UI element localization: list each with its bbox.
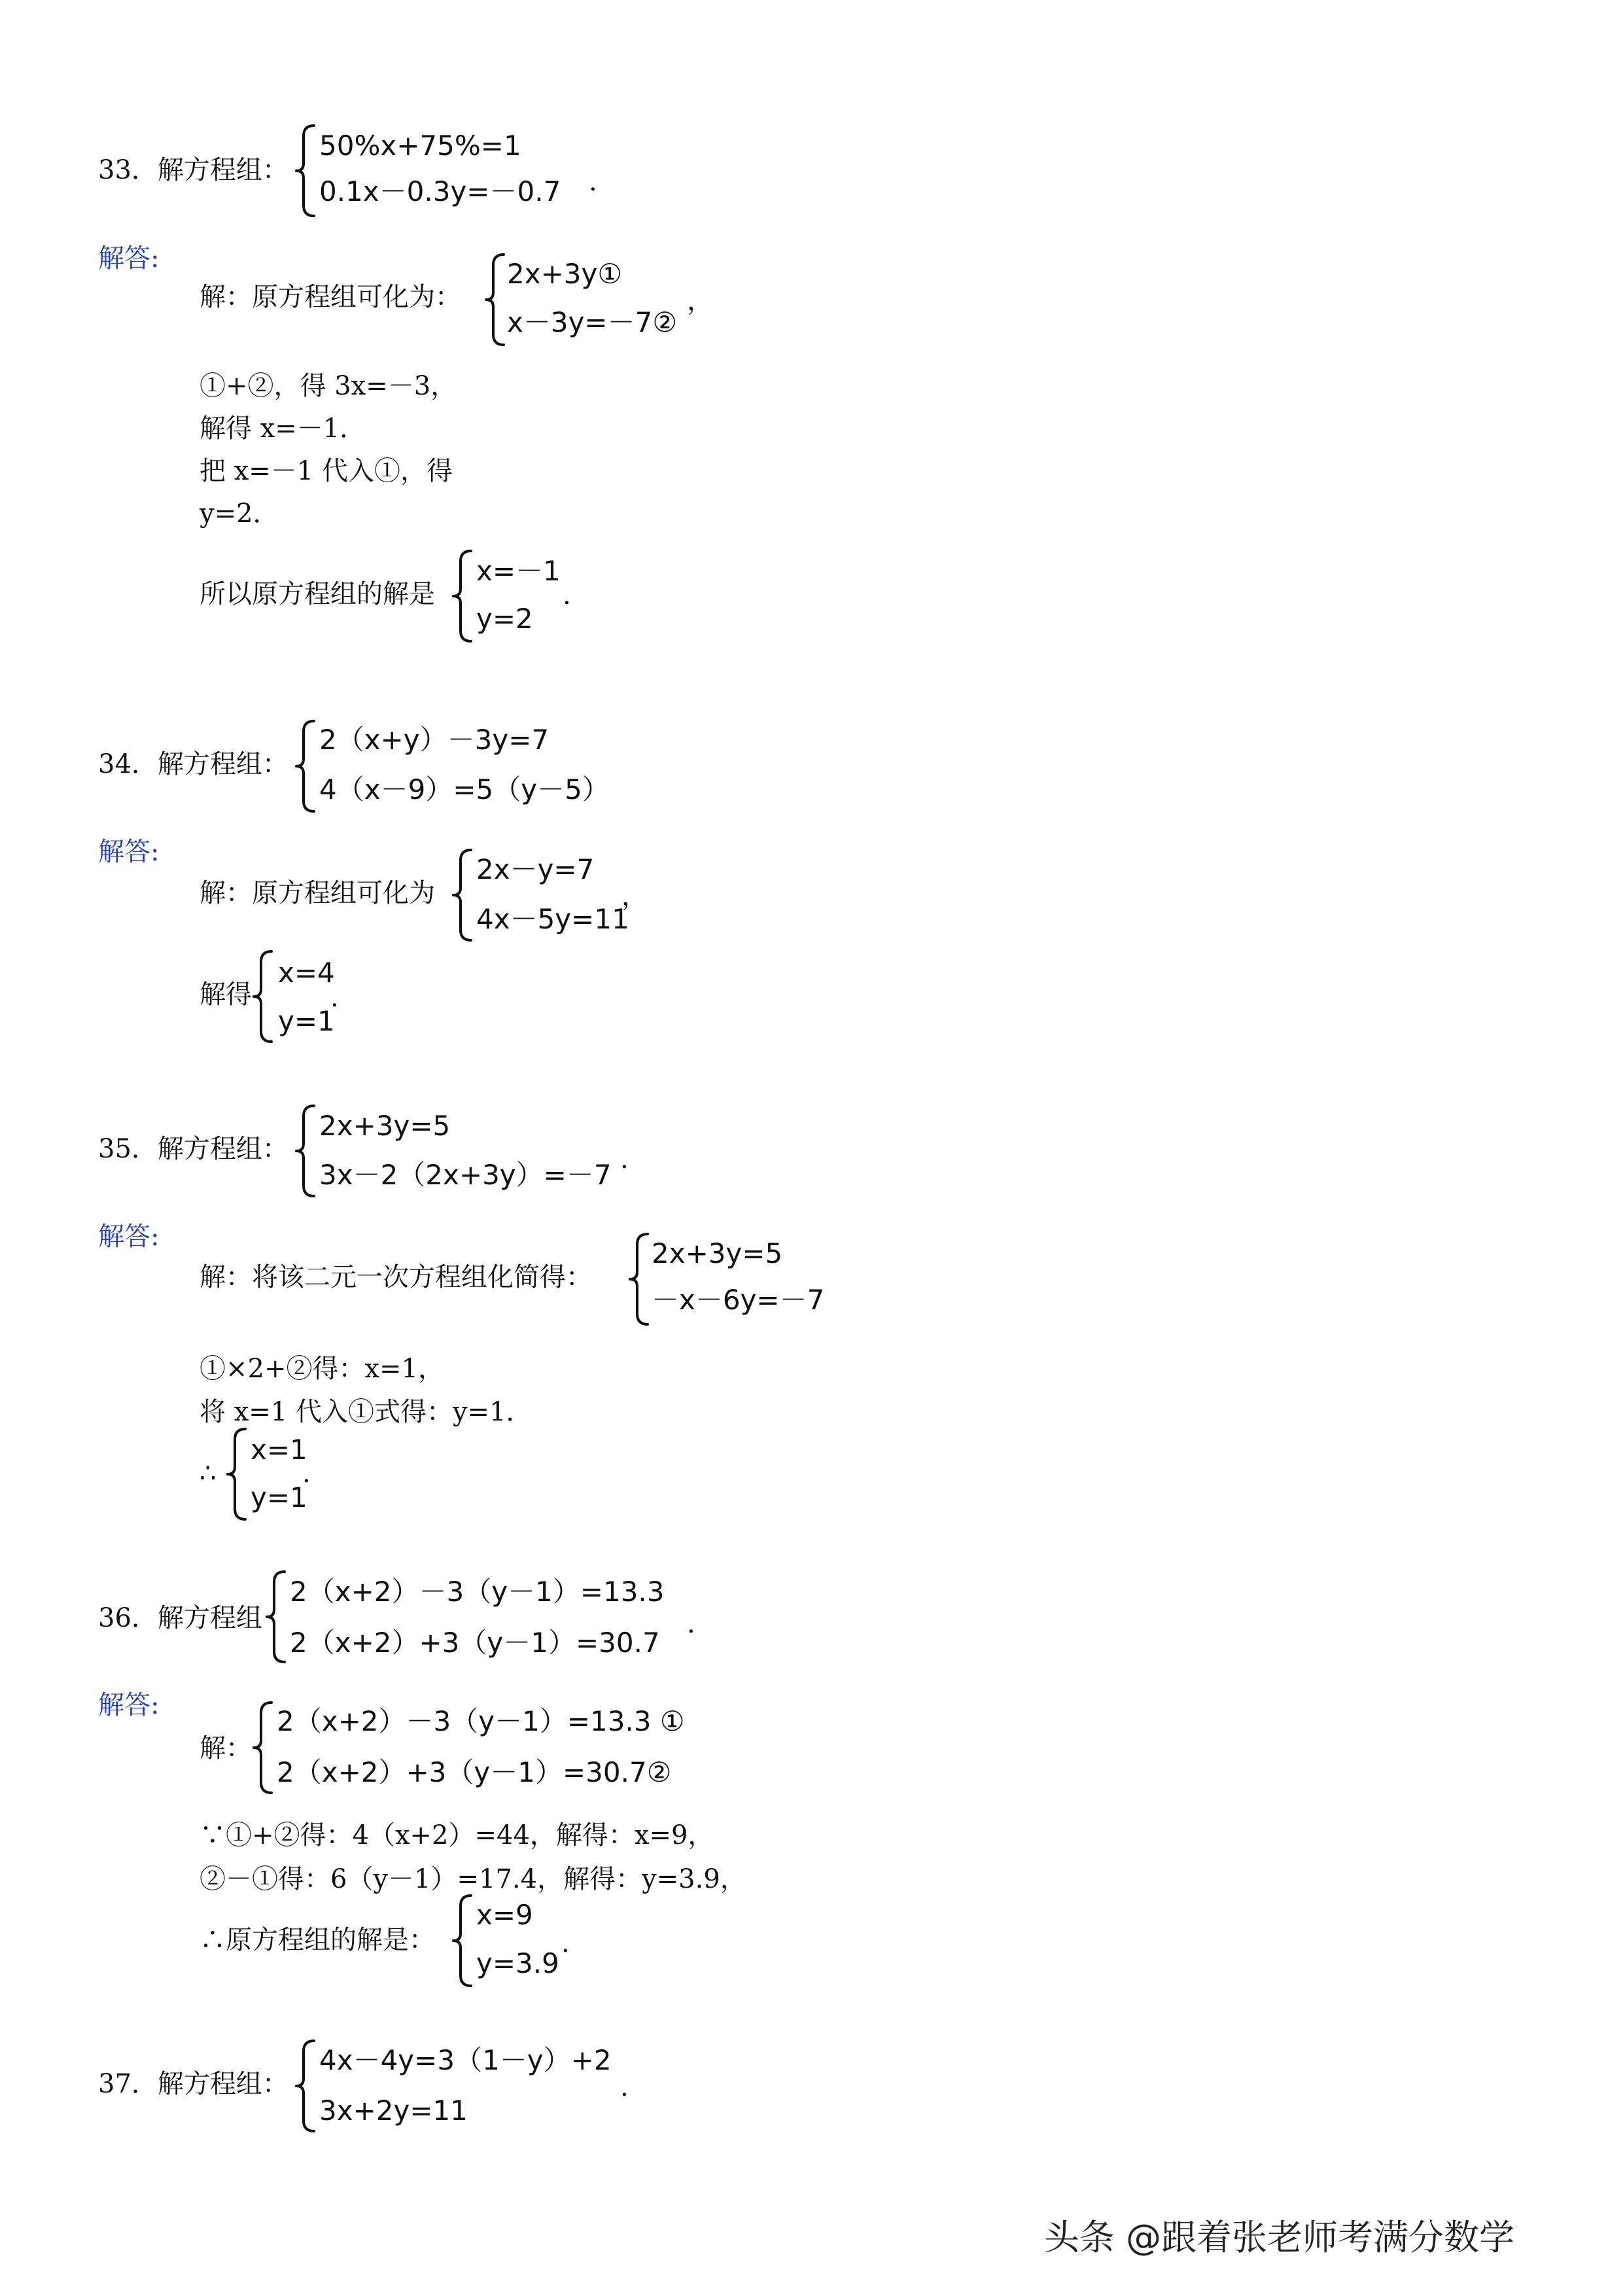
problem-35-end-period: . [620,1144,629,1174]
problem-35-result-brace [226,1426,249,1522]
problem-33-eq-2: 0.1x－0.3y=－0.7 [319,175,561,207]
problem-33-solution-brace [484,252,508,347]
problem-35-result-prefix: ∴ [200,1458,217,1489]
problem-33-result-x: x=－1 [476,555,561,587]
problem-36-system-brace [265,1569,288,1665]
problem-35-solution-intro: 解：将该二元一次方程组化简得： [200,1262,592,1292]
problem-36-eq-2: 2（x+2）+3（y－1）=30.7 [290,1627,660,1659]
problem-35-result-x: x=1 [251,1434,307,1466]
problem-34-result-y: y=1 [278,1005,335,1037]
problem-33-step-2: 解得 x=－1． [200,414,366,444]
problem-34-result-period: . [330,983,339,1013]
problem-34-solution-eq-1: 2x－y=7 [476,853,595,885]
problem-34-solution-comma: ， [621,881,648,911]
problem-36-solution-eq-1: 2（x+2）－3（y－1）=13.3 ① [277,1705,685,1737]
problem-36-result-y: y=3.9 [476,1947,559,1979]
problem-33-result-brace [451,548,475,644]
problem-35-result-y: y=1 [251,1481,307,1513]
problem-33-heading: 33．解方程组： [98,155,288,185]
problem-35-solution-eq-2: －x－6y=－7 [652,1284,825,1316]
problem-33-step-3: 把 x=－1 代入①，得 [200,456,453,486]
problem-36-solution-intro: 解： [200,1733,252,1763]
problem-34-heading: 34．解方程组： [98,749,288,779]
problem-36-answer-label: 解答: [98,1690,160,1720]
problem-33-solution-intro: 解：原方程组可化为： [200,282,461,312]
problem-34-result-x: x=4 [278,957,335,989]
problem-37-end-period: . [620,2072,629,2102]
problem-36-eq-1: 2（x+2）－3（y－1）=13.3 [290,1576,665,1608]
problem-33-solution-eq-1: 2x+3y① [507,258,622,290]
problem-35-eq-2: 3x－2（2x+3y）=－7 [319,1159,612,1191]
problem-35-solution-eq-1: 2x+3y=5 [652,1237,783,1269]
problem-37-eq-1: 4x－4y=3（1－y）+2 [319,2044,612,2076]
problem-35-solution-brace [628,1231,652,1327]
problem-33-system-brace [294,123,318,219]
problem-35-eq-1: 2x+3y=5 [319,1110,451,1142]
problem-33-answer-label: 解答: [98,243,160,274]
problem-36-result-period: . [561,1928,570,1958]
problem-33-solution-eq-2: x－3y=－7② [507,306,677,338]
problem-34-solution-brace [451,847,475,943]
problem-33-step-1: ①+②，得 3x=－3， [200,371,457,401]
problem-36-end-period: . [687,1609,695,1639]
problem-33-result-period: . [563,580,571,610]
problem-37-eq-2: 3x+2y=11 [319,2094,468,2127]
problem-35-answer-label: 解答: [98,1222,160,1252]
problem-33-end-period: . [589,167,597,197]
problem-35-step-1: ①×2+②得：x=1， [200,1354,445,1384]
problem-36-solution-eq-2: 2（x+2）+3（y－1）=30.7② [277,1756,672,1788]
problem-36-result-prefix: ∴原方程组的解是： [200,1925,435,1955]
problem-36-step-2: ②－①得：6（y－1）=17.4，解得：y=3.9， [200,1864,746,1894]
problem-33-step-4: y=2． [200,499,279,529]
problem-34-solution-intro: 解：原方程组可化为 [200,878,435,908]
problem-33-solution-comma: ， [687,286,713,316]
problem-36-heading: 36．解方程组 [98,1603,262,1633]
problem-35-system-brace [294,1103,318,1199]
problem-33-result-prefix: 所以原方程组的解是 [200,579,435,609]
problem-35-heading: 35．解方程组： [98,1134,288,1164]
problem-33-result-y: y=2 [476,603,533,635]
problem-34-eq-1: 2（x+y）－3y=7 [319,724,550,756]
problem-35-result-period: . [302,1458,311,1489]
problem-34-eq-2: 4（x－9）=5（y－5） [319,773,610,805]
problem-36-result-brace [451,1893,475,1988]
problem-37-heading: 37．解方程组： [98,2069,288,2099]
problem-34-system-brace [294,718,318,814]
problem-36-step-1: ∵①+②得：4（x+2）=44，解得：x=9， [200,1820,714,1850]
problem-37-system-brace [294,2038,318,2134]
problem-34-solution-eq-2: 4x－5y=11 [476,903,629,935]
problem-36-solution-brace [252,1700,275,1795]
problem-34-result-prefix: 解得 [200,980,252,1010]
problem-34-answer-label: 解答: [98,837,160,867]
watermark: 头条 @跟着张老师考满分数学 [1044,2217,1515,2258]
problem-33-eq-1: 50%x+75%=1 [319,130,521,162]
problem-34-result-brace [252,949,275,1044]
problem-35-step-2: 将 x=1 代入①式得：y=1． [200,1397,532,1427]
problem-36-result-x: x=9 [476,1899,533,1931]
